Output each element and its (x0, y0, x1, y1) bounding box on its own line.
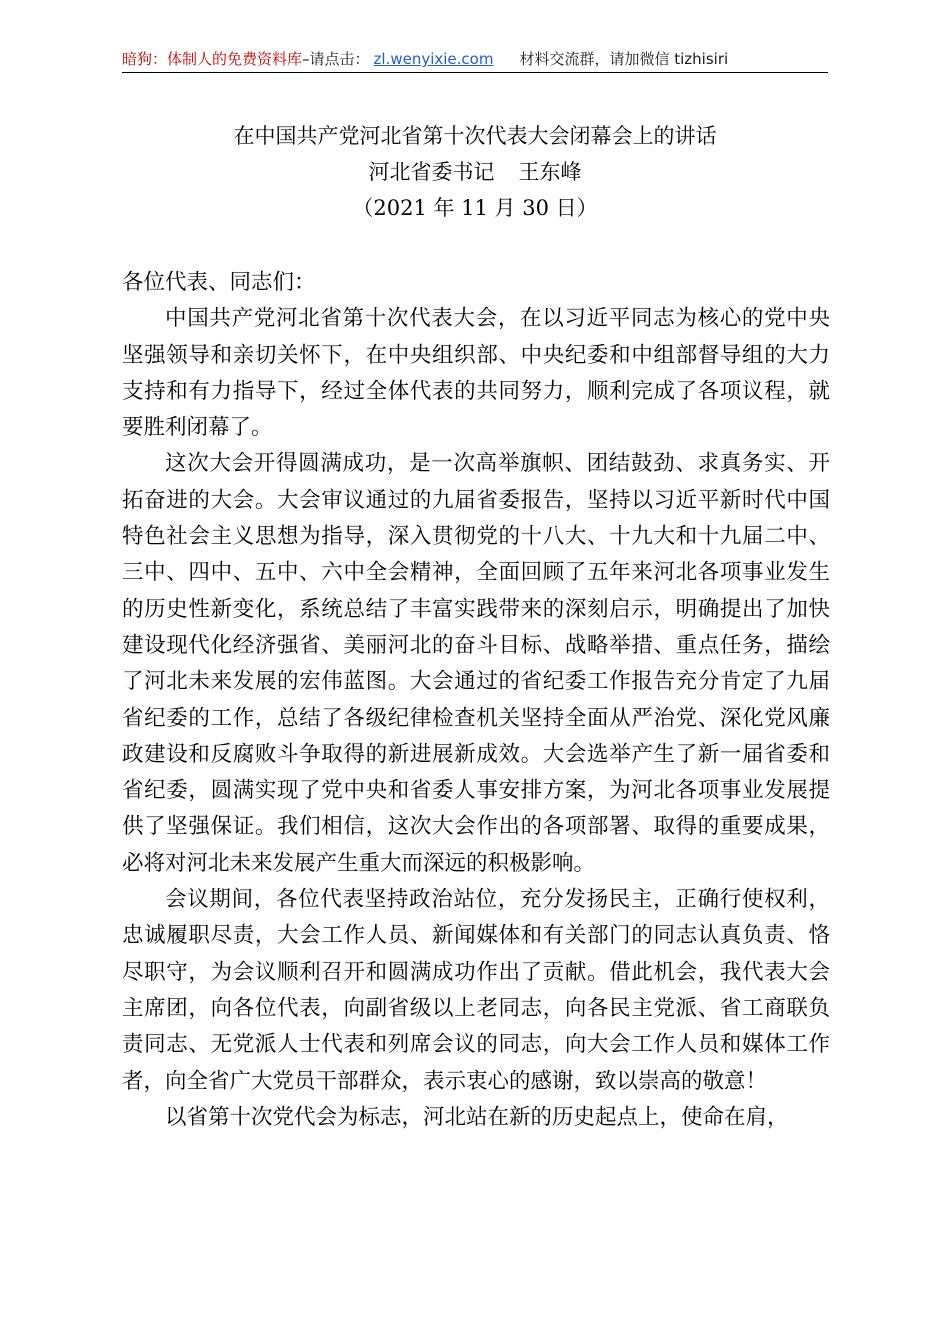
author-name: 王东峰 (518, 160, 582, 184)
salutation: 各位代表、同志们： (122, 270, 316, 295)
body-paragraph-1: 中国共产党河北省第十次代表大会，在以习近平同志为核心的党中央坚强领导和亲切关怀下，在中央组织部、中央纪委和中组部督导组的大力支持和有力指导下，经过全体代表的共同努力，顺利完成了各项议程，就要胜利闭幕了。 (122, 306, 830, 441)
header-divider (122, 72, 828, 73)
body-paragraph-2: 这次大会开得圆满成功，是一次高举旗帜、团结鼓劲、求真务实、开拓奋进的大会。大会审议通过的九届省委报告，坚持以习近平新时代中国特色社会主义思想为指导，深入贯彻党的十八大、十九大和十九届二中、三中、四中、五中、六中全会精神，全面回顾了五年来河北各项事业发生的历史性新变化，系统总结了丰富实践带来的深刻启示，明确提出了加快建设现代化经济强省、美丽河北的奋斗目标、战略举措、重点任务，描绘了河北未来发展的宏伟蓝图。大会通过的省纪委工作报告充分肯定了九届省纪委的工作，总结了各级纪律检查机关坚持全面从严治党、深化党风廉政建设和反腐败斗争取得的新进展新成效。大会选举产生了新一届省委和省纪委，圆满实现了党中央和省委人事安排方案，为河北各项事业发展提供了坚强保证。我们相信，这次大会作出的各项部署、取得的重要成果，必将对河北未来发展产生重大而深远的积极影响。 (122, 451, 830, 876)
body-paragraph-3: 会议期间，各位代表坚持政治站位，充分发扬民主，正确行使权利，忠诚履职尽责，大会工作人员、新闻媒体和有关部门的同志认真负责、恪尽职守，为会议顺利召开和圆满成功作出了贡献。借此机会，我代表大会主席团，向各位代表，向副省级以上老同志，向各民主党派、省工商联负责同志、无党派人士代表和列席会议的同志，向大会工作人员和媒体工作者，向全省广大党员干部群众，表示衷心的感谢，致以崇高的敬意！ (122, 887, 830, 1094)
header-contact-text: 材料交流群，请加微信 tizhisiri (519, 50, 729, 68)
header-website-link[interactable]: zl.wenyixie.com (373, 50, 494, 68)
header-prompt-text: –请点击： (302, 50, 370, 68)
author-role: 河北省委书记 (368, 160, 495, 184)
document-body (122, 265, 830, 1136)
document-title: 在中国共产党河北省第十次代表大会闭幕会上的讲话 (233, 124, 717, 148)
header-brand-text: 暗狗：体制人的免费资料库 (122, 50, 303, 68)
body-paragraph-4: 以省第十次党代会为标志，河北站在新的历史起点上，使命在肩， (165, 1104, 789, 1130)
document-title-block (122, 118, 828, 226)
document-author-line (122, 154, 828, 190)
document-date: （2021 年 11 月 30 日） (352, 196, 598, 220)
page-header (122, 46, 828, 72)
